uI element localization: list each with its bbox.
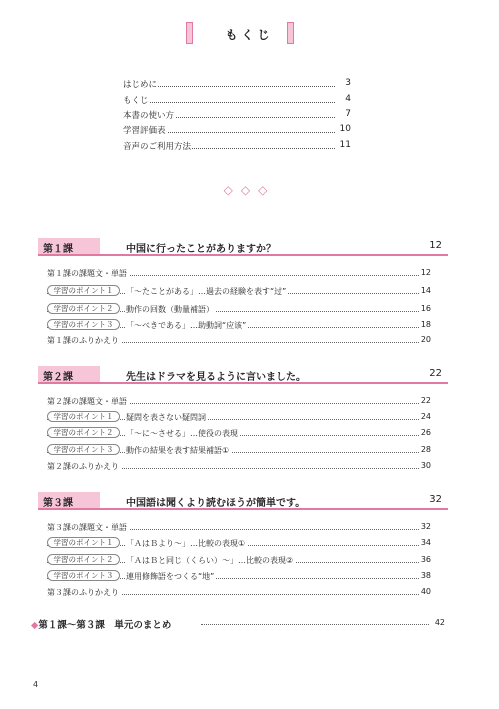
toc-entry[interactable] (47, 320, 431, 333)
lesson-title: 中国語は聞くより読むほうが簡単です。 (126, 498, 306, 509)
point-badge: 学習のポイント２ (47, 427, 120, 438)
point-badge: 学習のポイント１ (47, 411, 120, 422)
entry-label: 第１課の課題文・単語 (47, 269, 127, 278)
title-right-bar (287, 22, 294, 44)
entry-label: 「ＡはＢより～」…比較の表現① (126, 539, 246, 548)
summary-page: 42 (434, 618, 445, 627)
entry-label: 第２課のふりかえり (47, 462, 119, 471)
point-badge: 学習のポイント３ (47, 444, 120, 455)
entry-label: 「～に～させる」…使役の表現 (126, 429, 238, 438)
lesson-header[interactable] (38, 492, 448, 510)
page-number: 4 (33, 680, 39, 689)
entry-label: 疑問を表さない疑問詞 (126, 413, 206, 422)
entry-page: 30 (420, 461, 431, 470)
toc-entry[interactable] (47, 522, 431, 535)
toc-entry[interactable] (47, 335, 431, 348)
entry-label: 動作の結果を表す結果補語① (126, 446, 230, 455)
preface-entry[interactable] (123, 109, 351, 123)
toc-entry[interactable] (47, 445, 431, 458)
lesson-title: 中国に行ったことがありますか？ (126, 244, 276, 255)
preface-entry[interactable] (123, 124, 351, 138)
preface-entry[interactable] (123, 94, 351, 108)
preface-label: はじめに (123, 80, 158, 90)
preface-page: 4 (337, 94, 351, 104)
point-badge: 学習のポイント１ (47, 537, 120, 548)
preface-entry[interactable] (123, 140, 351, 154)
entry-page: 22 (420, 396, 431, 405)
entry-label: 「～たことがある」…過去の経験を表す“过” (126, 287, 287, 296)
entry-page: 18 (420, 320, 431, 329)
preface-label: 音声のご利用方法 (123, 142, 192, 152)
toc-entry[interactable] (47, 412, 431, 425)
entry-page: 40 (420, 587, 431, 596)
page-title: もくじ (225, 28, 274, 42)
preface-page: 7 (337, 109, 351, 119)
lesson-page: 12 (429, 240, 442, 251)
preface-label: もくじ (123, 96, 149, 106)
toc-entry[interactable] (47, 396, 431, 409)
preface-label: 学習評価表 (123, 126, 166, 136)
toc-entry[interactable] (47, 286, 431, 299)
lesson-title: 先生はドラマを見るように言いました。 (126, 372, 306, 383)
diamond-divider: ◇◇◇ (223, 183, 276, 197)
entry-page: 12 (420, 268, 431, 277)
lesson-number: 第１課 (43, 244, 73, 255)
toc-entry[interactable] (47, 538, 431, 551)
entry-page: 16 (420, 304, 431, 313)
toc-entry[interactable] (47, 571, 431, 584)
toc-entry[interactable] (47, 461, 431, 474)
toc-entry[interactable] (47, 268, 431, 281)
entry-page: 34 (420, 538, 431, 547)
point-badge: 学習のポイント２ (47, 554, 120, 565)
entry-page: 14 (420, 286, 431, 295)
toc-entry[interactable] (47, 587, 431, 600)
entry-label: 第３課の課題文・単語 (47, 523, 127, 532)
lesson-number: 第２課 (43, 372, 73, 383)
entry-label: 第２課の課題文・単語 (47, 397, 127, 406)
preface-entry[interactable] (123, 78, 351, 92)
lesson-header[interactable] (38, 366, 448, 384)
entry-label: 第３課のふりかえり (47, 588, 119, 597)
entry-page: 20 (420, 335, 431, 344)
lesson-page: 32 (429, 494, 442, 505)
entry-label: 「ＡはＢと同じ（くらい）～」…比較の表現② (126, 556, 294, 565)
toc-entry[interactable] (47, 304, 431, 317)
entry-page: 38 (420, 571, 431, 580)
entry-label: 第１課のふりかえり (47, 336, 119, 345)
entry-page: 32 (420, 522, 431, 531)
preface-label: 本書の使い方 (123, 111, 175, 121)
point-badge: 学習のポイント３ (47, 319, 120, 330)
preface-page: 11 (337, 140, 351, 150)
entry-page: 36 (420, 555, 431, 564)
summary-label (31, 617, 173, 631)
entry-page: 26 (420, 428, 431, 437)
entry-page: 28 (420, 445, 431, 454)
point-badge: 学習のポイント２ (47, 303, 120, 314)
unit-summary-entry[interactable] (31, 617, 445, 631)
diamond-icon: ◆ (31, 620, 39, 631)
lesson-header[interactable] (38, 238, 448, 256)
toc-entry[interactable] (47, 555, 431, 568)
point-badge: 学習のポイント１ (47, 285, 120, 296)
entry-label: 連用修飾語をつくる“地” (126, 572, 215, 581)
preface-page: 10 (337, 124, 351, 134)
entry-label: 動作の回数（動量補語） (126, 305, 214, 314)
entry-label: 「～べきである」…助動詞“应该” (126, 321, 247, 330)
point-badge: 学習のポイント３ (47, 570, 120, 581)
lesson-page: 22 (429, 368, 442, 379)
lesson-number: 第３課 (43, 498, 73, 509)
preface-page: 3 (337, 78, 351, 88)
entry-page: 24 (420, 412, 431, 421)
toc-entry[interactable] (47, 428, 431, 441)
summary-text: 第１課～第３課 単元のまとめ (38, 620, 172, 631)
page-header (0, 22, 499, 46)
